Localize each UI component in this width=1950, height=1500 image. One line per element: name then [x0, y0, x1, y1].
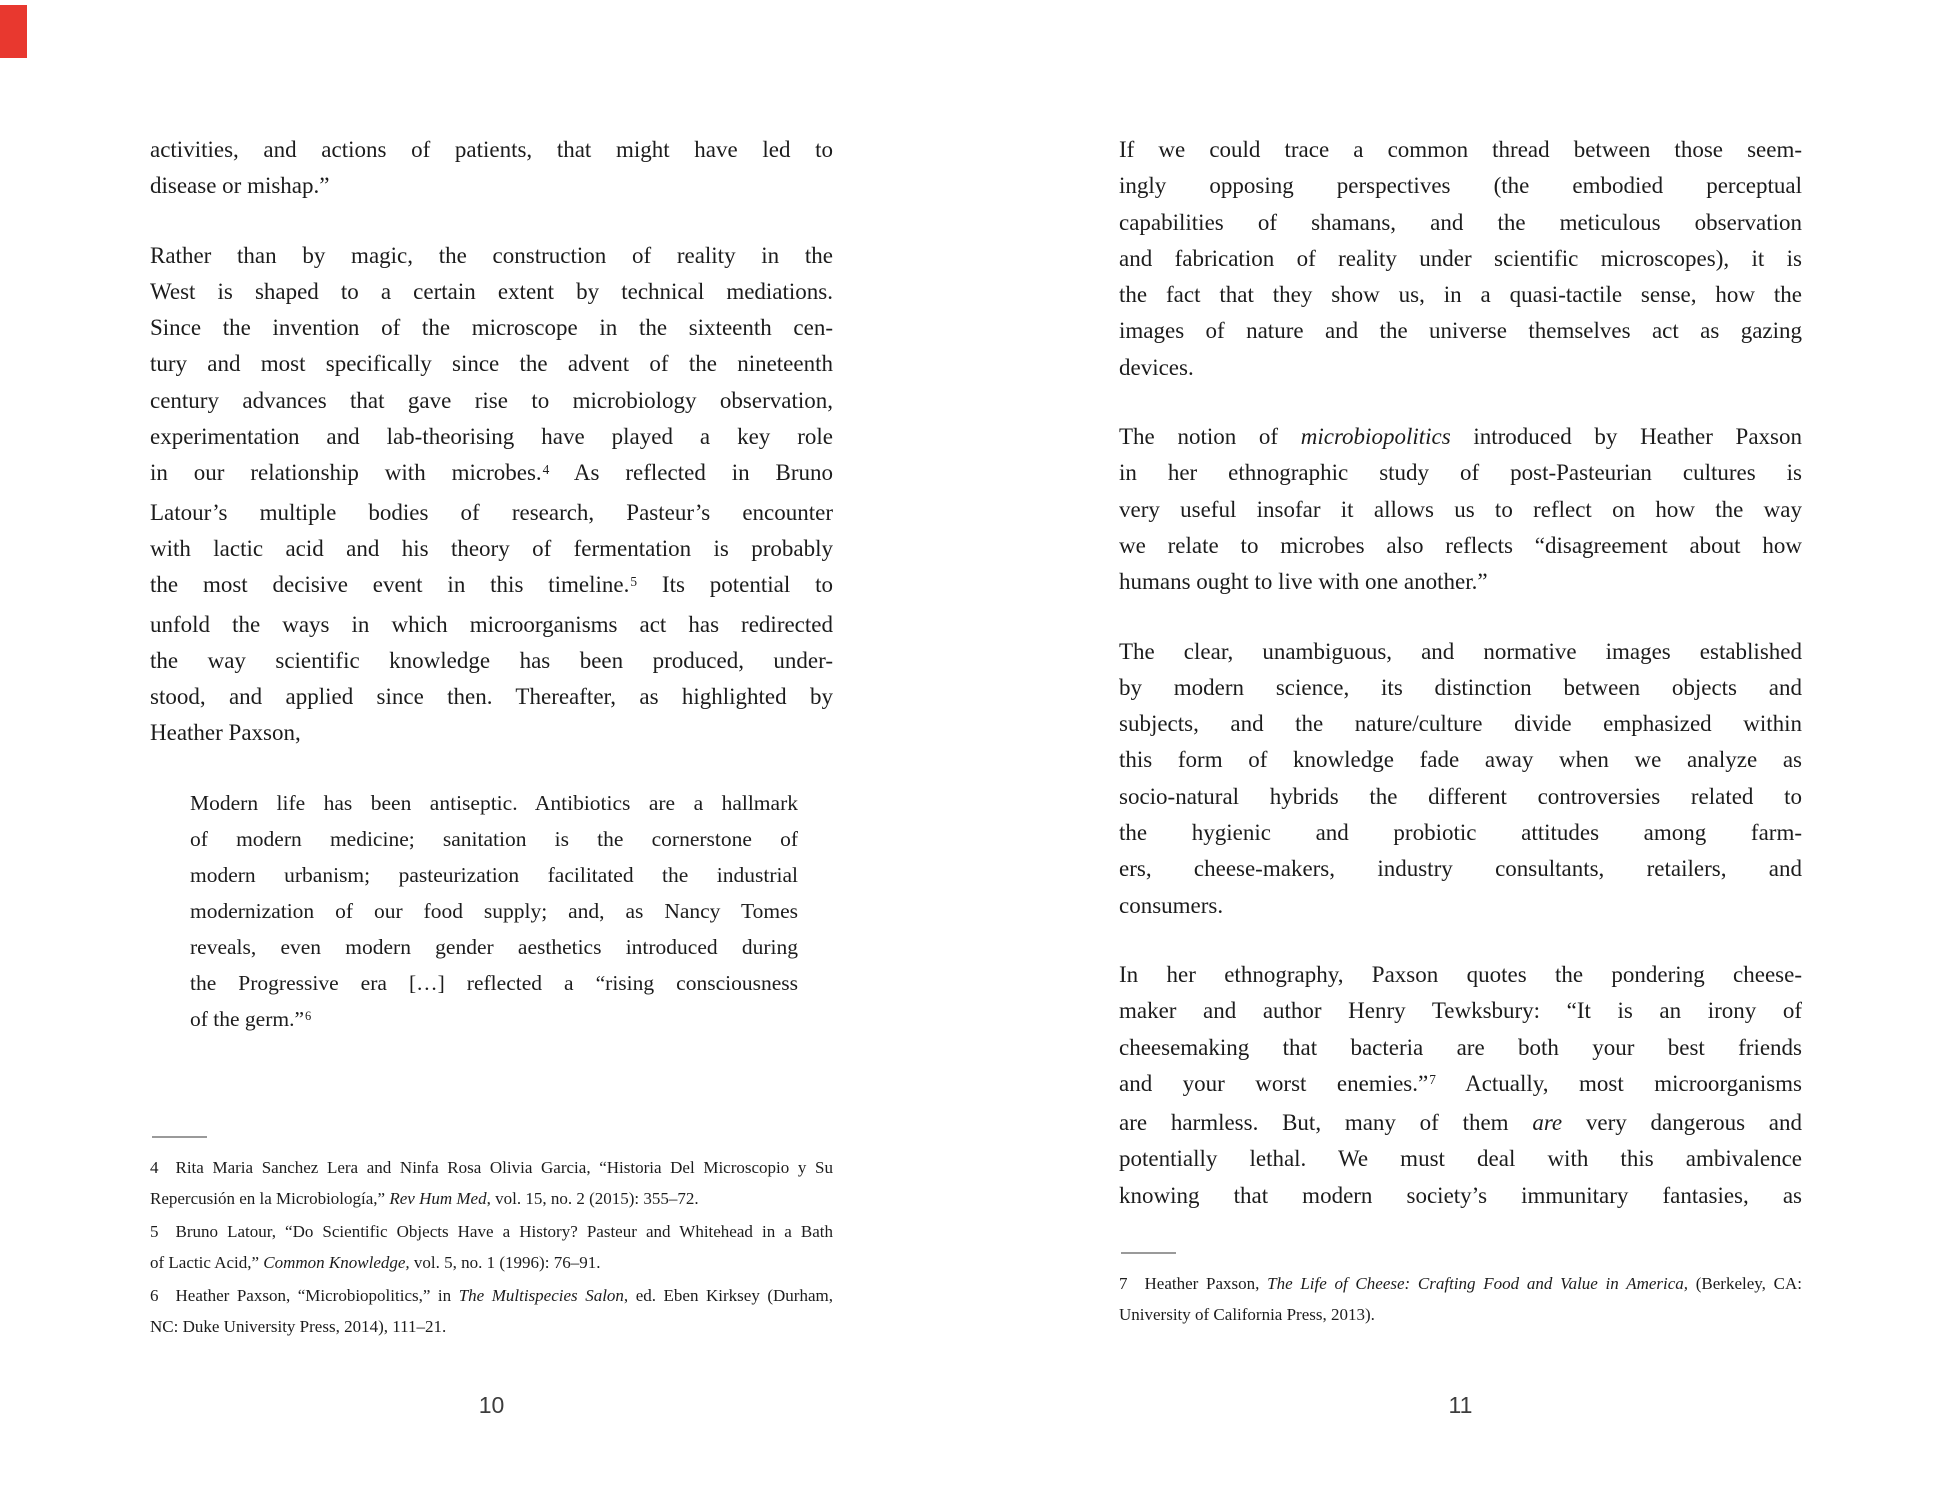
- text-line: [1119, 205, 1802, 241]
- page-left-body: [150, 132, 833, 1040]
- text-segment: by modern science, its distinction between objects and: [1119, 674, 1802, 700]
- text-line: [150, 132, 833, 168]
- paragraph: [150, 238, 833, 752]
- page-left-footnotes: [150, 1128, 833, 1344]
- text-segment: In her ethnography, Paxson quotes the pondering cheese-: [1119, 961, 1802, 987]
- text-segment: The Life of Cheese: Crafting Food and Value in America,: [1267, 1274, 1689, 1293]
- text-segment: modernization of our food supply; and, as Nancy Tomes: [190, 898, 798, 923]
- text-segment: 4 Rita Maria Sanchez Lera and Ninfa Rosa Olivia Garcia, “Historia Del Microscopio y Su: [150, 1158, 833, 1177]
- text-segment: (Berkeley, CA:: [1688, 1274, 1802, 1293]
- text-line: [1119, 779, 1802, 815]
- text-segment: images of nature and the universe themselves act as gazing: [1119, 318, 1802, 344]
- text-line: [150, 607, 833, 643]
- text-segment: humans ought to live with one another.”: [1119, 569, 1488, 595]
- text-line: [190, 893, 798, 929]
- text-segment: ers, cheese-makers, industry consultants, retailers, and: [1119, 856, 1802, 882]
- footnote-marker: 5: [630, 573, 638, 589]
- footnote-marker: 4: [542, 461, 550, 477]
- text-line: [1119, 957, 1802, 993]
- footnote-list: [150, 1152, 833, 1342]
- page-left: [150, 132, 833, 1040]
- text-line: [150, 1311, 833, 1342]
- text-segment: Its potential to: [637, 572, 833, 598]
- page-number-right: 11: [1448, 1392, 1473, 1418]
- text-segment: the Progressive era […] reflected a “rising consciousness: [190, 970, 798, 995]
- text-segment: very useful insofar it allows us to reflect on how the way: [1119, 496, 1802, 522]
- text-line: [1119, 564, 1802, 600]
- text-segment: the way scientific knowledge has been produced, under-: [150, 647, 833, 673]
- footnote-marker: 6: [305, 1008, 312, 1023]
- text-line: [1119, 1105, 1802, 1141]
- text-segment: the fact that they show us, in a quasi-tactile sense, how the: [1119, 282, 1802, 308]
- text-line: [1119, 168, 1802, 204]
- text-line: [1119, 492, 1802, 528]
- block-quote: [190, 785, 798, 1040]
- text-segment: of Lactic Acid,”: [150, 1253, 264, 1272]
- text-segment: , vol. 15, no. 2 (2015): 355–72.: [486, 1189, 699, 1208]
- paragraph: [1119, 957, 1802, 1214]
- text-segment: we relate to microbes also reflects “disagreement about how: [1119, 532, 1802, 558]
- text-segment: Since the invention of the microscope in the sixteenth cen-: [150, 315, 833, 341]
- text-line: [1119, 132, 1802, 168]
- text-line: [150, 1280, 833, 1311]
- text-line: [1119, 1066, 1802, 1105]
- text-segment: reveals, even modern gender aesthetics introduced during: [190, 934, 798, 959]
- paragraph: [1119, 132, 1802, 386]
- text-segment: Rather than by magic, the construction of reality in the: [150, 242, 833, 268]
- text-segment: are harmless. But, many of them: [1119, 1110, 1533, 1136]
- text-segment: microbiopolitics: [1300, 424, 1451, 450]
- text-line: [1119, 277, 1802, 313]
- text-line: [1119, 670, 1802, 706]
- page-right: [1119, 132, 1802, 1247]
- text-line: [1119, 634, 1802, 670]
- text-segment: the most decisive event in this timeline.: [150, 572, 630, 598]
- text-segment: unfold the ways in which microorganisms act has redirected: [150, 611, 833, 637]
- paragraph: [1119, 634, 1802, 924]
- text-segment: this form of knowledge fade away when we analyze as: [1119, 747, 1802, 773]
- text-line: [190, 821, 798, 857]
- text-line: [1119, 419, 1802, 455]
- text-segment: knowing that modern society’s immunitary fantasies, as: [1119, 1182, 1802, 1208]
- text-segment: The clear, unambiguous, and normative images established: [1119, 638, 1802, 664]
- text-segment: cheesemaking that bacteria are both your best friends: [1119, 1034, 1802, 1060]
- text-line: [150, 310, 833, 346]
- text-line: [1119, 241, 1802, 277]
- text-segment: very dangerous and: [1562, 1110, 1802, 1136]
- text-segment: are: [1532, 1110, 1563, 1136]
- text-segment: Actually, most microorganisms: [1435, 1070, 1802, 1096]
- text-line: [190, 965, 798, 1001]
- text-segment: If we could trace a common thread between those seem-: [1119, 137, 1802, 162]
- text-line: [150, 679, 833, 715]
- text-line: [150, 643, 833, 679]
- text-line: [1119, 1141, 1802, 1177]
- text-line: [150, 383, 833, 419]
- text-line: [1119, 888, 1802, 924]
- text-line: [150, 455, 833, 494]
- paragraph: [150, 132, 833, 205]
- text-segment: West is shaped to a certain extent by technical mediations.: [150, 278, 833, 304]
- text-segment: and fabrication of reality under scientific microscopes), it is: [1119, 245, 1802, 271]
- text-segment: Repercusión en la Microbiología,”: [150, 1189, 390, 1208]
- text-line: [150, 168, 833, 204]
- text-segment: century advances that gave rise to microbiology observation,: [150, 387, 833, 413]
- footnote-divider: [1121, 1252, 1176, 1254]
- text-segment: 5 Bruno Latour, “Do Scientific Objects Have a History? Pasteur and Whitehead in a Bath: [150, 1222, 833, 1241]
- footnote: [1119, 1268, 1802, 1330]
- footnote: [150, 1216, 833, 1278]
- paragraph: [1119, 419, 1802, 600]
- text-segment: maker and author Henry Tewksbury: “It is an irony of: [1119, 998, 1802, 1024]
- text-segment: , ed. Eben Kirksey (Durham,: [623, 1286, 833, 1305]
- text-segment: Modern life has been antiseptic. Antibiotics are a hallmark: [190, 790, 798, 815]
- text-segment: Latour’s multiple bodies of research, Pasteur’s encounter: [150, 499, 833, 525]
- text-segment: tury and most specifically since the advent of the nineteenth: [150, 351, 833, 377]
- text-segment: The Multispecies Salon: [458, 1286, 624, 1305]
- text-line: [150, 1152, 833, 1183]
- text-segment: ingly opposing perspectives (the embodied perceptual: [1119, 173, 1802, 199]
- text-segment: activities, and actions of patients, that might have led to: [150, 137, 833, 162]
- page-number-left: 10: [478, 1392, 505, 1418]
- text-line: [1119, 1030, 1802, 1066]
- text-segment: of modern medicine; sanitation is the cornerstone of: [190, 826, 798, 851]
- footnote-divider: [152, 1136, 207, 1138]
- text-line: [190, 929, 798, 965]
- text-segment: in our relationship with microbes.: [150, 460, 542, 486]
- text-segment: subjects, and the nature/culture divide emphasized within: [1119, 711, 1802, 737]
- text-line: [1119, 350, 1802, 386]
- text-line: [150, 531, 833, 567]
- text-line: [1119, 1268, 1802, 1299]
- text-segment: NC: Duke University Press, 2014), 111–21.: [150, 1317, 447, 1336]
- text-line: [150, 567, 833, 606]
- text-segment: Heather Paxson,: [150, 720, 301, 746]
- text-line: [190, 1001, 798, 1040]
- text-segment: of the germ.”: [190, 1006, 305, 1031]
- text-segment: As reflected in Bruno: [549, 460, 833, 486]
- text-line: [1119, 1178, 1802, 1214]
- text-line: [150, 715, 833, 751]
- text-segment: Common Knowledge,: [263, 1253, 410, 1272]
- text-line: [190, 785, 798, 821]
- red-corner-mark: [0, 5, 27, 58]
- text-line: [1119, 313, 1802, 349]
- page-right-footnotes: [1119, 1244, 1802, 1332]
- footnote-marker: 7: [1429, 1072, 1436, 1088]
- text-segment: consumers.: [1119, 892, 1224, 918]
- text-segment: stood, and applied since then. Thereafter, as highlighted by: [150, 684, 833, 710]
- text-line: [1119, 706, 1802, 742]
- footnote-list: [1119, 1268, 1802, 1330]
- text-line: [1119, 528, 1802, 564]
- text-line: [150, 238, 833, 274]
- text-segment: modern urbanism; pasteurization facilitated the industrial: [190, 862, 798, 887]
- text-segment: potentially lethal. We must deal with this ambivalence: [1119, 1146, 1802, 1172]
- text-segment: socio-natural hybrids the different controversies related to: [1119, 783, 1802, 809]
- text-line: [150, 1247, 833, 1278]
- text-line: [1119, 455, 1802, 491]
- footnote: [150, 1152, 833, 1214]
- text-line: [150, 1183, 833, 1214]
- text-line: [150, 346, 833, 382]
- text-segment: capabilities of shamans, and the meticulous observation: [1119, 209, 1802, 235]
- text-segment: The notion of: [1119, 424, 1301, 450]
- text-line: [150, 1216, 833, 1247]
- text-line: [150, 274, 833, 310]
- text-segment: the hygienic and probiotic attitudes among farm-: [1119, 820, 1802, 846]
- text-segment: vol. 5, no. 1 (1996): 76–91.: [409, 1253, 601, 1272]
- page-right-body: [1119, 132, 1802, 1214]
- text-line: [1119, 815, 1802, 851]
- text-segment: with lactic acid and his theory of fermentation is probably: [150, 535, 833, 561]
- text-segment: University of California Press, 2013).: [1119, 1305, 1375, 1324]
- footnote: [150, 1280, 833, 1342]
- text-segment: and your worst enemies.”: [1119, 1070, 1429, 1096]
- text-segment: devices.: [1119, 354, 1194, 380]
- text-line: [1119, 851, 1802, 887]
- text-segment: 7 Heather Paxson,: [1119, 1274, 1268, 1293]
- text-line: [1119, 993, 1802, 1029]
- text-segment: disease or mishap.”: [150, 173, 330, 199]
- text-line: [190, 857, 798, 893]
- text-segment: in her ethnographic study of post-Pasteurian cultures is: [1119, 460, 1802, 486]
- text-line: [150, 495, 833, 531]
- text-segment: experimentation and lab-theorising have played a key role: [150, 424, 833, 450]
- text-line: [1119, 742, 1802, 778]
- text-line: [150, 419, 833, 455]
- text-segment: introduced by Heather Paxson: [1450, 424, 1802, 450]
- text-line: [1119, 1299, 1802, 1330]
- text-segment: Rev Hum Med: [389, 1189, 487, 1208]
- text-segment: 6 Heather Paxson, “Microbiopolitics,” in: [150, 1286, 459, 1305]
